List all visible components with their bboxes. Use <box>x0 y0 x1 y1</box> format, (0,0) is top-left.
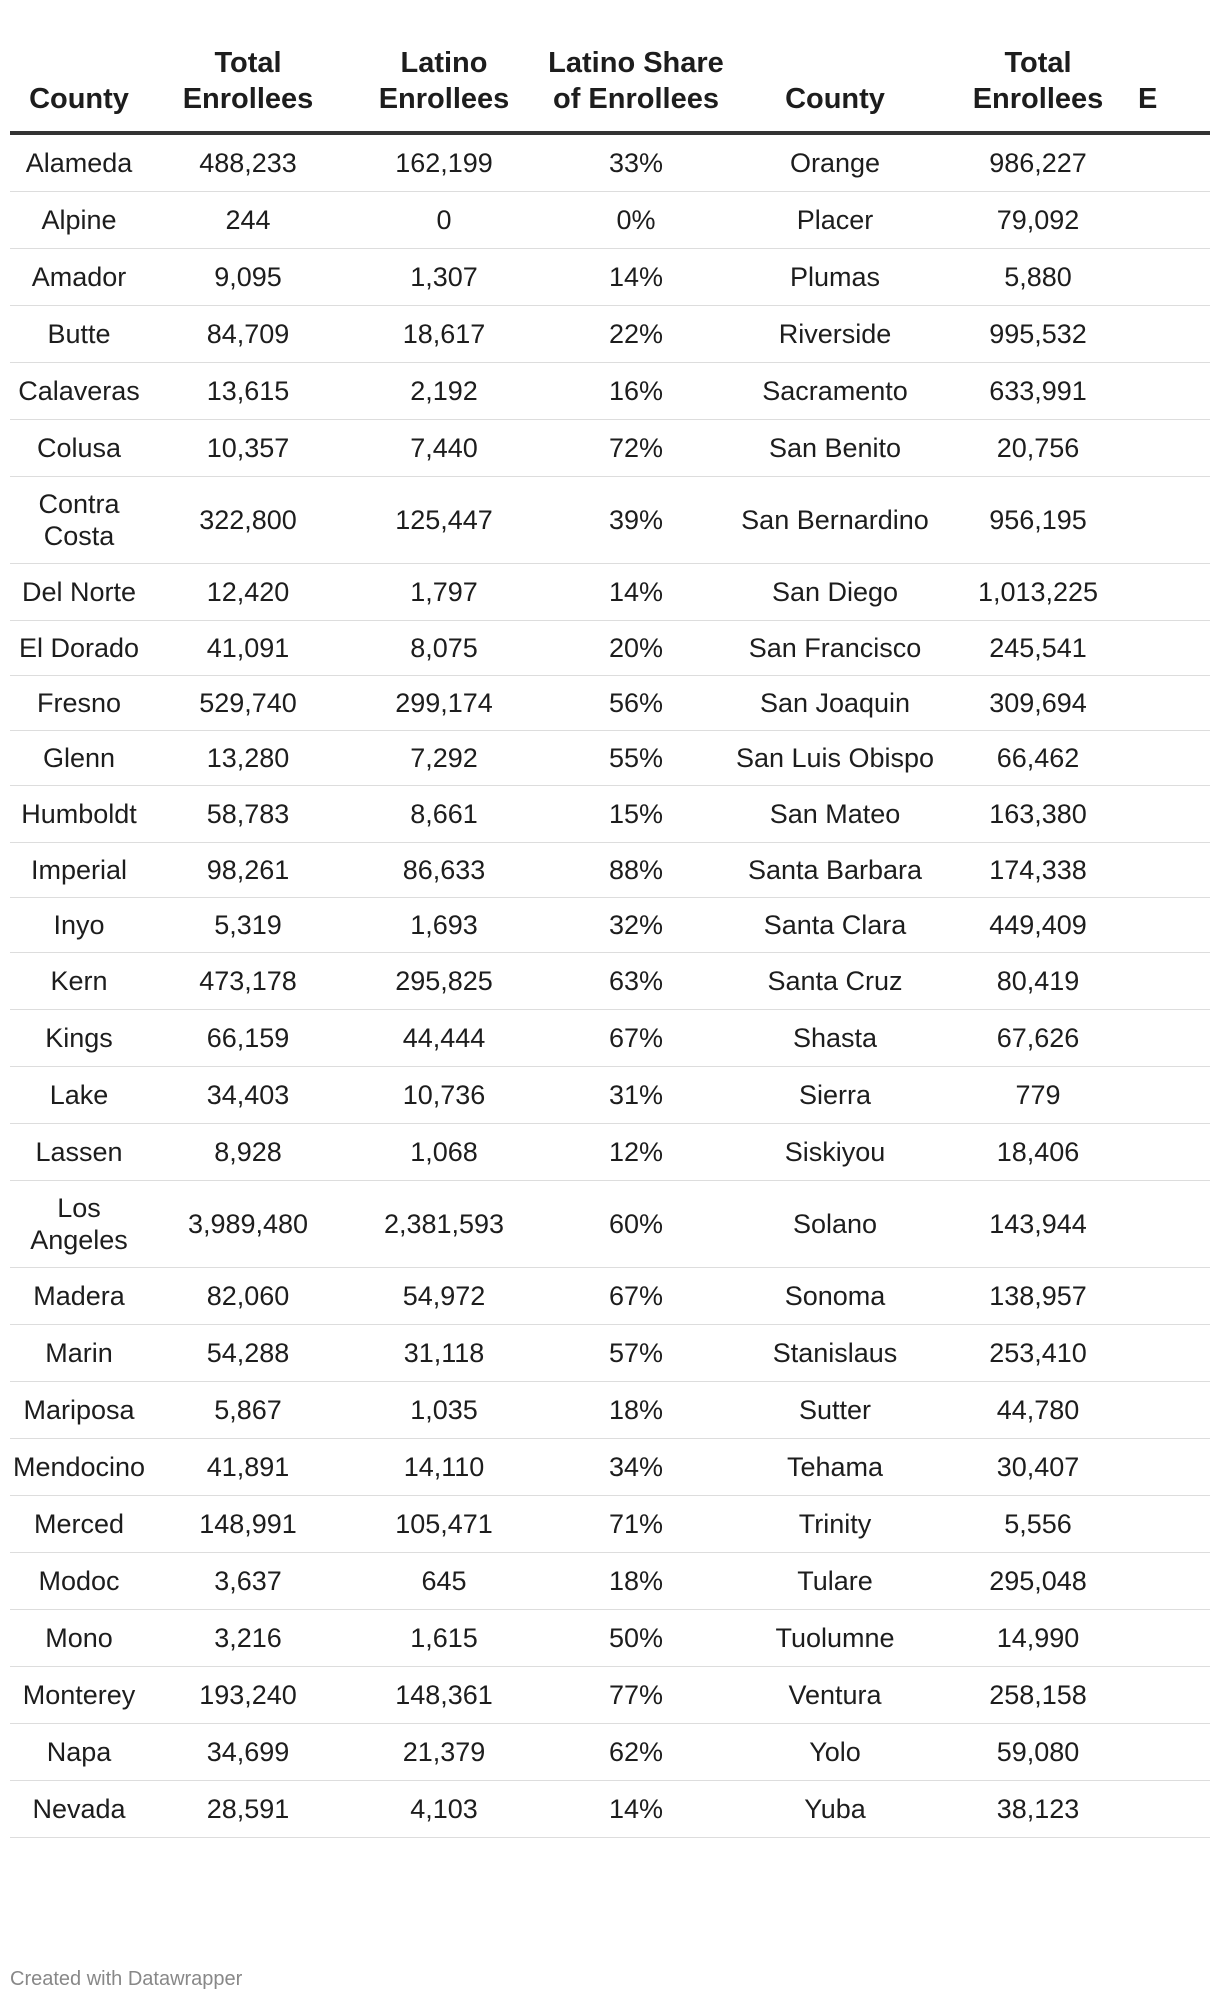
value-cell: 41,091 <box>148 621 348 676</box>
value-cell: 14,990 <box>938 1610 1138 1667</box>
table-row <box>10 1781 1210 1838</box>
value-cell <box>1138 1439 1210 1496</box>
value-cell <box>1138 306 1210 363</box>
table-row <box>10 1667 1210 1724</box>
county-cell: Shasta <box>732 1010 938 1067</box>
county-cell: Fresno <box>10 676 148 731</box>
value-cell: 33% <box>540 133 732 192</box>
county-cell: Monterey <box>10 1667 148 1724</box>
table-row <box>10 363 1210 420</box>
value-cell: 84,709 <box>148 306 348 363</box>
county-cell: San Francisco <box>732 621 938 676</box>
table-row <box>10 953 1210 1010</box>
value-cell: 58,783 <box>148 786 348 843</box>
table-row <box>10 843 1210 898</box>
county-cell: Nevada <box>10 1781 148 1838</box>
value-cell: 3,989,480 <box>148 1181 348 1268</box>
datawrapper-credit: Created with Datawrapper <box>10 1968 243 1990</box>
value-cell: 44,444 <box>348 1010 540 1067</box>
value-cell: 14% <box>540 564 732 621</box>
value-cell <box>1138 1382 1210 1439</box>
table-body <box>10 133 1210 1838</box>
value-cell: 34% <box>540 1439 732 1496</box>
value-cell: 72% <box>540 420 732 477</box>
county-cell: Contra Costa <box>10 477 148 564</box>
county-cell: San Benito <box>732 420 938 477</box>
value-cell: 244 <box>148 192 348 249</box>
value-cell: 986,227 <box>938 133 1138 192</box>
value-cell <box>1138 1268 1210 1325</box>
value-cell: 7,292 <box>348 731 540 786</box>
table-row <box>10 1268 1210 1325</box>
county-cell: Tulare <box>732 1553 938 1610</box>
value-cell: 18,406 <box>938 1124 1138 1181</box>
value-cell: 30,407 <box>938 1439 1138 1496</box>
value-cell: 125,447 <box>348 477 540 564</box>
table-row <box>10 306 1210 363</box>
value-cell: 31% <box>540 1067 732 1124</box>
table-row <box>10 133 1210 192</box>
value-cell: 7,440 <box>348 420 540 477</box>
value-cell: 473,178 <box>148 953 348 1010</box>
value-cell: 148,991 <box>148 1496 348 1553</box>
county-cell: Yolo <box>732 1724 938 1781</box>
value-cell: 32% <box>540 898 732 953</box>
value-cell: 309,694 <box>938 676 1138 731</box>
table-row <box>10 1010 1210 1067</box>
county-cell: Ventura <box>732 1667 938 1724</box>
value-cell: 18% <box>540 1382 732 1439</box>
county-cell: Sutter <box>732 1382 938 1439</box>
value-cell: 5,867 <box>148 1382 348 1439</box>
value-cell <box>1138 1067 1210 1124</box>
value-cell: 1,068 <box>348 1124 540 1181</box>
value-cell: 1,693 <box>348 898 540 953</box>
value-cell: 62% <box>540 1724 732 1781</box>
column-header[interactable]: Total Enrollees <box>938 45 1138 133</box>
county-cell: Kern <box>10 953 148 1010</box>
value-cell: 77% <box>540 1667 732 1724</box>
value-cell <box>1138 898 1210 953</box>
county-cell: Napa <box>10 1724 148 1781</box>
column-header[interactable]: Latino Share of Enrollees <box>540 45 732 133</box>
table-row <box>10 420 1210 477</box>
value-cell: 14% <box>540 1781 732 1838</box>
value-cell <box>1138 843 1210 898</box>
table-row <box>10 1496 1210 1553</box>
table-row <box>10 621 1210 676</box>
county-cell: Mendocino <box>10 1439 148 1496</box>
value-cell: 295,825 <box>348 953 540 1010</box>
table-row <box>10 1610 1210 1667</box>
value-cell: 44,780 <box>938 1382 1138 1439</box>
value-cell: 5,880 <box>938 249 1138 306</box>
value-cell: 148,361 <box>348 1667 540 1724</box>
county-cell: Riverside <box>732 306 938 363</box>
value-cell <box>1138 731 1210 786</box>
value-cell: 5,556 <box>938 1496 1138 1553</box>
value-cell: 1,307 <box>348 249 540 306</box>
county-cell: Siskiyou <box>732 1124 938 1181</box>
value-cell <box>1138 1010 1210 1067</box>
table-row <box>10 1439 1210 1496</box>
value-cell: 15% <box>540 786 732 843</box>
value-cell: 20,756 <box>938 420 1138 477</box>
county-cell: Yuba <box>732 1781 938 1838</box>
table-row <box>10 192 1210 249</box>
value-cell: 322,800 <box>148 477 348 564</box>
value-cell: 138,957 <box>938 1268 1138 1325</box>
county-cell: San Bernardino <box>732 477 938 564</box>
value-cell: 3,637 <box>148 1553 348 1610</box>
county-cell: Calaveras <box>10 363 148 420</box>
value-cell: 13,280 <box>148 731 348 786</box>
value-cell: 645 <box>348 1553 540 1610</box>
value-cell: 82,060 <box>148 1268 348 1325</box>
value-cell: 22% <box>540 306 732 363</box>
value-cell: 2,192 <box>348 363 540 420</box>
county-cell: Sierra <box>732 1067 938 1124</box>
value-cell: 66,159 <box>148 1010 348 1067</box>
county-cell: Stanislaus <box>732 1325 938 1382</box>
county-cell: Alpine <box>10 192 148 249</box>
enrollment-table <box>10 45 1210 1838</box>
value-cell <box>1138 676 1210 731</box>
table-row <box>10 1382 1210 1439</box>
county-cell: Amador <box>10 249 148 306</box>
county-cell: Colusa <box>10 420 148 477</box>
value-cell: 0% <box>540 192 732 249</box>
value-cell: 779 <box>938 1067 1138 1124</box>
county-cell: Santa Clara <box>732 898 938 953</box>
value-cell: 0 <box>348 192 540 249</box>
enrollment-table-viewport[interactable] <box>10 45 1210 1945</box>
value-cell <box>1138 1610 1210 1667</box>
county-cell: Tehama <box>732 1439 938 1496</box>
value-cell <box>1138 1181 1210 1268</box>
value-cell <box>1138 1724 1210 1781</box>
county-cell: Glenn <box>10 731 148 786</box>
value-cell: 4,103 <box>348 1781 540 1838</box>
value-cell <box>1138 1496 1210 1553</box>
value-cell <box>1138 621 1210 676</box>
value-cell: 8,661 <box>348 786 540 843</box>
value-cell: 8,928 <box>148 1124 348 1181</box>
county-cell: Los Angeles <box>10 1181 148 1268</box>
value-cell: 20% <box>540 621 732 676</box>
value-cell <box>1138 953 1210 1010</box>
county-cell: Placer <box>732 192 938 249</box>
county-cell: Inyo <box>10 898 148 953</box>
value-cell: 253,410 <box>938 1325 1138 1382</box>
county-cell: Sonoma <box>732 1268 938 1325</box>
value-cell: 10,357 <box>148 420 348 477</box>
county-cell: San Joaquin <box>732 676 938 731</box>
value-cell: 162,199 <box>348 133 540 192</box>
value-cell: 258,158 <box>938 1667 1138 1724</box>
county-cell: Trinity <box>732 1496 938 1553</box>
table-row <box>10 1325 1210 1382</box>
value-cell: 31,118 <box>348 1325 540 1382</box>
value-cell <box>1138 564 1210 621</box>
value-cell: 956,195 <box>938 477 1138 564</box>
table-row <box>10 1553 1210 1610</box>
table-row <box>10 477 1210 564</box>
county-cell: Butte <box>10 306 148 363</box>
value-cell: 34,403 <box>148 1067 348 1124</box>
value-cell: 67% <box>540 1010 732 1067</box>
column-header[interactable]: Latino Enrollees <box>348 45 540 133</box>
value-cell: 1,615 <box>348 1610 540 1667</box>
value-cell <box>1138 1124 1210 1181</box>
county-cell: Madera <box>10 1268 148 1325</box>
county-cell: Plumas <box>732 249 938 306</box>
value-cell: 1,013,225 <box>938 564 1138 621</box>
county-cell: Lake <box>10 1067 148 1124</box>
value-cell <box>1138 363 1210 420</box>
value-cell: 41,891 <box>148 1439 348 1496</box>
value-cell: 3,216 <box>148 1610 348 1667</box>
value-cell: 295,048 <box>938 1553 1138 1610</box>
column-header[interactable]: E <box>1138 45 1210 133</box>
table-row <box>10 676 1210 731</box>
value-cell: 12,420 <box>148 564 348 621</box>
value-cell <box>1138 420 1210 477</box>
value-cell: 10,736 <box>348 1067 540 1124</box>
value-cell: 86,633 <box>348 843 540 898</box>
county-cell: Solano <box>732 1181 938 1268</box>
value-cell: 88% <box>540 843 732 898</box>
table-row <box>10 1067 1210 1124</box>
value-cell <box>1138 1325 1210 1382</box>
value-cell: 449,409 <box>938 898 1138 953</box>
table-row <box>10 1724 1210 1781</box>
value-cell: 54,972 <box>348 1268 540 1325</box>
value-cell: 14,110 <box>348 1439 540 1496</box>
value-cell: 143,944 <box>938 1181 1138 1268</box>
value-cell: 71% <box>540 1496 732 1553</box>
value-cell: 1,797 <box>348 564 540 621</box>
county-cell: Humboldt <box>10 786 148 843</box>
county-cell: Santa Barbara <box>732 843 938 898</box>
county-cell: San Diego <box>732 564 938 621</box>
value-cell <box>1138 1553 1210 1610</box>
value-cell: 67,626 <box>938 1010 1138 1067</box>
value-cell: 12% <box>540 1124 732 1181</box>
county-cell: Mono <box>10 1610 148 1667</box>
table-row <box>10 249 1210 306</box>
table-row <box>10 786 1210 843</box>
value-cell: 21,379 <box>348 1724 540 1781</box>
table-row <box>10 564 1210 621</box>
value-cell <box>1138 192 1210 249</box>
county-cell: Sacramento <box>732 363 938 420</box>
value-cell: 39% <box>540 477 732 564</box>
county-cell: Santa Cruz <box>732 953 938 1010</box>
value-cell: 633,991 <box>938 363 1138 420</box>
value-cell <box>1138 1781 1210 1838</box>
value-cell: 9,095 <box>148 249 348 306</box>
column-header[interactable]: County <box>10 45 148 133</box>
county-cell: Imperial <box>10 843 148 898</box>
county-cell: Del Norte <box>10 564 148 621</box>
value-cell: 488,233 <box>148 133 348 192</box>
table-row <box>10 1124 1210 1181</box>
value-cell: 16% <box>540 363 732 420</box>
value-cell: 59,080 <box>938 1724 1138 1781</box>
value-cell: 80,419 <box>938 953 1138 1010</box>
county-cell: Marin <box>10 1325 148 1382</box>
value-cell: 8,075 <box>348 621 540 676</box>
value-cell: 54,288 <box>148 1325 348 1382</box>
county-cell: Kings <box>10 1010 148 1067</box>
value-cell: 55% <box>540 731 732 786</box>
value-cell: 18% <box>540 1553 732 1610</box>
county-cell: Lassen <box>10 1124 148 1181</box>
value-cell: 299,174 <box>348 676 540 731</box>
county-cell: Orange <box>732 133 938 192</box>
table-row <box>10 1181 1210 1268</box>
value-cell: 193,240 <box>148 1667 348 1724</box>
value-cell: 38,123 <box>938 1781 1138 1838</box>
value-cell <box>1138 477 1210 564</box>
value-cell: 79,092 <box>938 192 1138 249</box>
county-cell: Tuolumne <box>732 1610 938 1667</box>
value-cell: 105,471 <box>348 1496 540 1553</box>
county-cell: Alameda <box>10 133 148 192</box>
value-cell: 2,381,593 <box>348 1181 540 1268</box>
county-cell: El Dorado <box>10 621 148 676</box>
value-cell: 67% <box>540 1268 732 1325</box>
county-cell: Merced <box>10 1496 148 1553</box>
value-cell: 163,380 <box>938 786 1138 843</box>
value-cell: 66,462 <box>938 731 1138 786</box>
value-cell: 28,591 <box>148 1781 348 1838</box>
table-row <box>10 731 1210 786</box>
column-header[interactable]: Total Enrollees <box>148 45 348 133</box>
value-cell <box>1138 1667 1210 1724</box>
value-cell: 50% <box>540 1610 732 1667</box>
header-row <box>10 45 1210 133</box>
value-cell: 245,541 <box>938 621 1138 676</box>
value-cell: 60% <box>540 1181 732 1268</box>
value-cell: 174,338 <box>938 843 1138 898</box>
value-cell: 98,261 <box>148 843 348 898</box>
value-cell: 13,615 <box>148 363 348 420</box>
value-cell: 5,319 <box>148 898 348 953</box>
value-cell <box>1138 249 1210 306</box>
column-header[interactable]: County <box>732 45 938 133</box>
value-cell: 63% <box>540 953 732 1010</box>
county-cell: Modoc <box>10 1553 148 1610</box>
value-cell: 1,035 <box>348 1382 540 1439</box>
value-cell: 18,617 <box>348 306 540 363</box>
value-cell <box>1138 133 1210 192</box>
value-cell: 56% <box>540 676 732 731</box>
value-cell <box>1138 786 1210 843</box>
table-row <box>10 898 1210 953</box>
value-cell: 529,740 <box>148 676 348 731</box>
county-cell: Mariposa <box>10 1382 148 1439</box>
value-cell: 57% <box>540 1325 732 1382</box>
value-cell: 34,699 <box>148 1724 348 1781</box>
county-cell: San Luis Obispo <box>732 731 938 786</box>
value-cell: 14% <box>540 249 732 306</box>
county-cell: San Mateo <box>732 786 938 843</box>
value-cell: 995,532 <box>938 306 1138 363</box>
